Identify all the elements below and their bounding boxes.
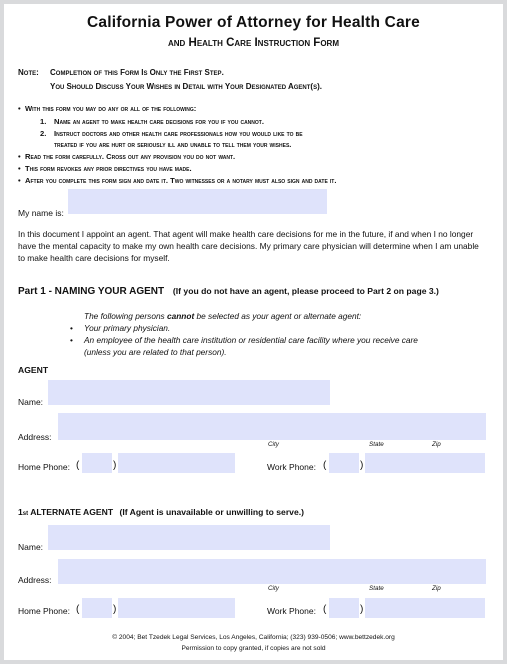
persons-intro-start: The following persons [84, 311, 168, 321]
alt-agent-home-phone-label: Home Phone: [18, 606, 70, 616]
agent-work-area-code-field[interactable] [329, 453, 359, 473]
note-line-2: You Should Discuss Your Wishes in Detail with Your Designated Agent(s). [50, 82, 322, 91]
instruction-bullet-3: After you complete this form sign and date it. Two witnesses or a notary must also sign and date it. [25, 176, 337, 185]
my-name-label: My name is: [18, 208, 64, 218]
alt-agent-name-field[interactable] [48, 525, 330, 550]
instruction-bullet-2: This form revokes any prior directives you have made. [25, 164, 192, 173]
agent-home-phone-label: Home Phone: [18, 462, 70, 472]
my-name-field[interactable] [68, 189, 327, 214]
instruction-text-2-cont: treated if you are hurt or seriously ill and unable to tell them your wishes. [54, 140, 292, 149]
instruction-num-2: 2. [40, 129, 47, 138]
person-item-2: An employee of the health care institution or residential care facility where you receive care [84, 335, 418, 345]
footer-permission: Permission to copy granted, if copies are not sold [181, 645, 326, 652]
alt-agent-home-area-close: ) [113, 604, 117, 615]
alt-agent-work-area-code-field[interactable] [329, 598, 359, 618]
agent-work-area-open: ( [323, 460, 327, 471]
instruction-text-2: Instruct doctors and other health care professionals how you would like to be [54, 129, 303, 138]
alt-agent-home-area-code-field[interactable] [82, 598, 112, 618]
agent-home-phone-field[interactable] [118, 453, 235, 473]
footer-copyright: © 2004; Bet Tzedek Legal Services, Los Angeles, California; (323) 939-0506; www.bettzedek.org [112, 634, 395, 641]
instructions-intro: With this form you may do any or all of the following: [25, 104, 197, 113]
alt-agent-home-area-open: ( [76, 604, 80, 615]
alt-agent-work-phone-label: Work Phone: [267, 606, 316, 616]
bullet-marker: • [70, 335, 73, 345]
agent-home-area-code-field[interactable] [82, 453, 112, 473]
agent-home-area-open: ( [76, 460, 80, 471]
form-title: California Power of Attorney for Health Care [87, 14, 420, 31]
bullet-marker: • [18, 104, 21, 113]
alt-agent-work-area-close: ) [360, 604, 364, 615]
alt-agent-work-area-open: ( [323, 604, 327, 615]
agent-name-label: Name: [18, 397, 44, 407]
instruction-text-1: Name an agent to make health care decisions for you if you cannot. [54, 117, 264, 126]
agent-work-area-close: ) [360, 460, 364, 471]
instruction-num-1: 1. [40, 117, 47, 126]
alt-agent-city-label: City [268, 585, 279, 592]
agent-work-phone-label: Work Phone: [267, 462, 316, 472]
intro-paragraph: In this document I appoint an agent. That agent will make health care decisions for me in the future, if and when I no longer have the mental capacity to make my own health care decisions. My primary care physician will determine when I am unable to make health care decisions for myself. [18, 229, 479, 263]
alt-agent-zip-label: Zip [432, 585, 441, 592]
agent-state-label: State [369, 441, 384, 448]
alt-agent-heading-sup: st [22, 511, 29, 517]
alt-agent-work-phone-field[interactable] [365, 598, 485, 618]
alt-agent-home-phone-field[interactable] [118, 598, 235, 618]
person-item-2-cont: (unless you are related to that person). [84, 347, 227, 357]
form-subtitle: and Health Care Instruction Form [167, 37, 339, 49]
alt-agent-address-field[interactable] [58, 559, 486, 584]
persons-intro-bold: cannot [167, 311, 195, 321]
agent-name-field[interactable] [48, 380, 330, 405]
alt-agent-address-label: Address: [18, 575, 52, 585]
part1-title: Part 1 - NAMING YOUR AGENT [18, 286, 165, 297]
alt-agent-state-label: State [369, 585, 384, 592]
agent-home-area-close: ) [113, 460, 117, 471]
alt-agent-name-label: Name: [18, 542, 44, 552]
alt-agent-heading-num: 1 [18, 507, 23, 517]
persons-intro [84, 311, 361, 321]
agent-address-label: Address: [18, 432, 52, 442]
form-page [4, 4, 503, 660]
agent-address-field[interactable] [58, 413, 486, 440]
alt-agent-heading-note: (If Agent is unavailable or unwilling to serve.) [119, 507, 304, 517]
bullet-marker: • [18, 152, 21, 161]
bullet-marker: • [18, 176, 21, 185]
note-label: Note: [18, 68, 39, 77]
instruction-bullet-1: Read the form carefully. Cross out any provision you do not want. [25, 152, 236, 161]
alt-agent-heading [18, 507, 304, 517]
agent-heading: AGENT [18, 365, 49, 375]
part1-heading [18, 286, 439, 297]
note-line-1: Completion of this Form Is Only the First Step. [50, 68, 224, 77]
bullet-marker: • [70, 323, 73, 333]
agent-city-label: City [268, 441, 279, 448]
part1-note: (If you do not have an agent, please proceed to Part 2 on page 3.) [172, 286, 439, 296]
person-item-1: Your primary physician. [84, 323, 171, 333]
persons-intro-end: be selected as your agent or alternate agent: [194, 311, 362, 321]
agent-zip-label: Zip [432, 441, 441, 448]
bullet-marker: • [18, 164, 21, 173]
alt-agent-heading-text: ALTERNATE AGENT [28, 507, 114, 517]
agent-work-phone-field[interactable] [365, 453, 485, 473]
